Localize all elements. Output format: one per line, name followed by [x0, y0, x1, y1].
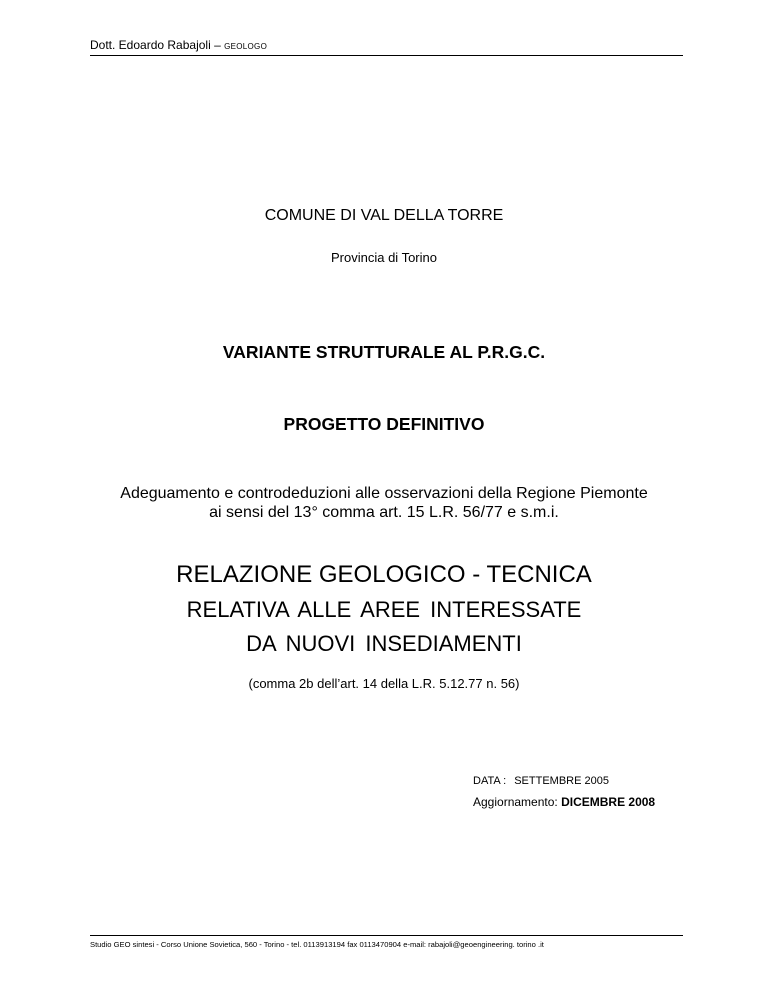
municipality-title: COMUNE DI VAL DELLA TORRE [264, 207, 504, 224]
adjustment-line-1: Adeguamento e controdeduzioni alle osservazioni della Regione Piemonte [120, 485, 648, 502]
project-title: PROGETTO DEFINITIVO [283, 414, 485, 434]
page-header [90, 35, 683, 56]
province-label: Provincia di Torino [331, 250, 437, 265]
adjustment-line-2: ai sensi del 13° comma art. 15 L.R. 56/77 e s.m.i. [209, 504, 559, 521]
update-value: DICEMBRE 2008 [561, 795, 656, 809]
date-label: DATA : [473, 775, 507, 787]
footer-text: Studio GEO sintesi - Corso Unione Sovietica, 560 - Torino - tel. 0113913194 fax 0113470904 e-mail: rabajoli@geoengineering. torino .it [90, 940, 544, 949]
header-role: GEOLOGO [224, 42, 268, 51]
report-title-line-1: RELAZIONE GEOLOGICO - TECNICA [176, 561, 592, 588]
header-dash: – [210, 38, 225, 52]
legal-reference: (comma 2b dell’art. 14 della L.R. 5.12.77 n. 56) [248, 676, 520, 691]
variant-title: VARIANTE STRUTTURALE AL P.R.G.C. [222, 342, 546, 362]
header-author: Dott. Edoardo Rabajoli [90, 38, 211, 52]
report-title-line-2: RELATIVA ALLE AREE INTERESSATE [186, 597, 582, 622]
page-footer [90, 935, 683, 952]
update-line [473, 795, 655, 809]
update-label: Aggiornamento: [473, 795, 558, 809]
date-value: SETTEMBRE 2005 [514, 775, 609, 787]
date-line [473, 775, 609, 787]
report-title-line-3: DA NUOVI INSEDIAMENTI [246, 631, 522, 656]
